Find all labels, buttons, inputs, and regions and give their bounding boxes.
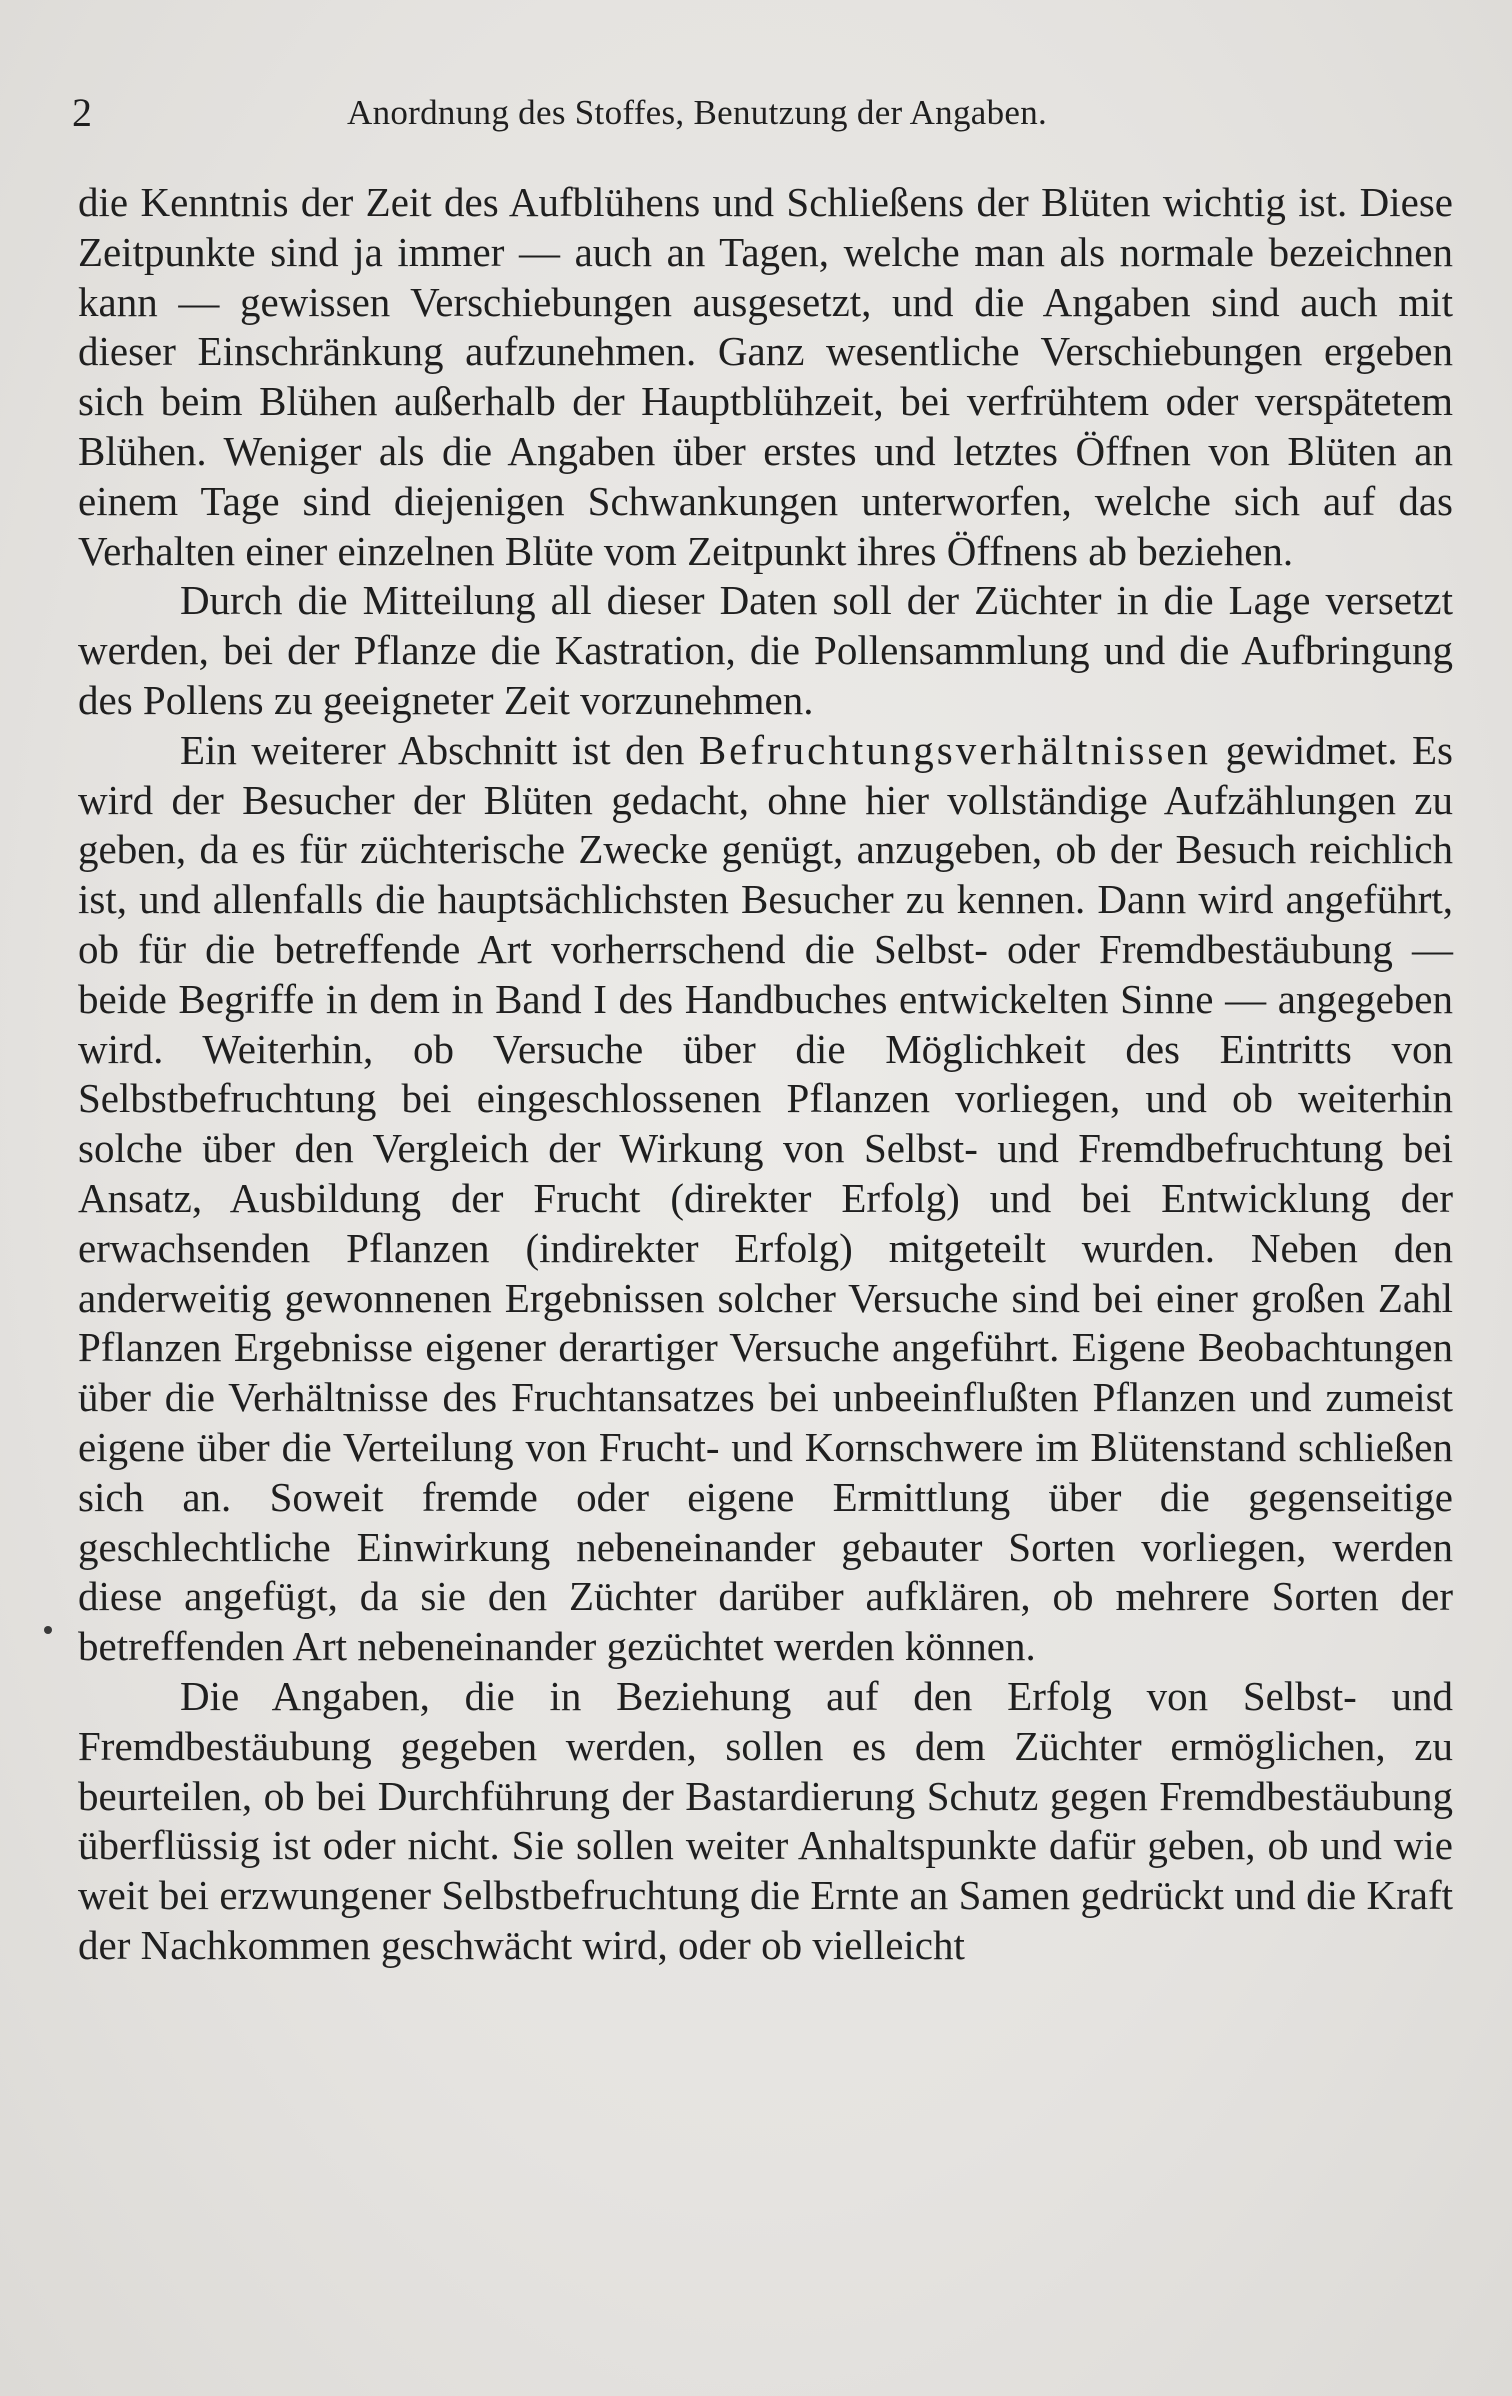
paragraph-3 bbox=[78, 726, 1453, 1672]
body-text bbox=[78, 178, 1453, 1971]
paragraph-3-rest: gewidmet. Es wird der Besucher der Blüten gedacht, ohne hier vollständige Aufzählungen zu geben, da es für züchterische Zwecke genügt, anzugeben, ob der Besuch reichlich ist, und allenfalls die hauptsächlichsten Besucher zu kennen. Dann wird angeführt, ob für die betreffende Art vorherrschend die Selbst- oder Fremdbestäubung — beide Begriffe in dem in Band I des Handbuches entwickelten Sinne — angegeben wird. Weiterhin, ob Versuche über die Möglichkeit des Eintritts von Selbstbefruchtung bei eingeschlossenen Pflanzen vorliegen, und ob weiterhin solche über den Vergleich der Wirkung von Selbst- und Fremdbefruchtung bei Ansatz, Ausbildung der Frucht (direkter Erfolg) und bei Entwicklung der erwachsenden Pflanzen (indirekter Erfolg) mitgeteilt wurden. Neben den anderweitig gewonnenen Ergebnissen solcher Versuche sind bei einer großen Zahl Pflanzen Ergebnisse eigener derartiger Versuche angeführt. Eigene Beobachtungen über die Verhältnisse des Fruchtansatzes bei unbeeinflußten Pflanzen und zumeist eigene über die Verteilung von Frucht- und Kornschwere im Blütenstand schließen sich an. Soweit fremde oder eigene Ermittlung über die gegenseitige geschlechtliche Einwirkung nebeneinander gebauter Sorten vorliegen, werden diese angefügt, da sie den Züchter darüber aufklären, ob mehrere Sorten der betreffenden Art nebeneinander gezüchtet werden können. bbox=[78, 726, 1453, 1670]
page-header bbox=[72, 88, 1452, 138]
emphasized-term: Befruchtungsverhältnissen bbox=[698, 726, 1212, 773]
paragraph-3-start: Ein weiterer Abschnitt ist den bbox=[180, 726, 685, 773]
paragraph-1: die Kenntnis der Zeit des Aufblühens und Schließens der Blüten wichtig ist. Diese Zeitpunkte sind ja immer — auch an Tagen, welche man als normale bezeichnen kann — gewissen Verschiebungen ausgesetzt, und die Angaben sind auch mit dieser Einschränkung aufzunehmen. Ganz wesentliche Verschiebungen ergeben sich beim Blühen außerhalb der Hauptblühzeit, bei verfrühtem oder verspätetem Blühen. Weniger als die Angaben über erstes und letztes Öffnen von Blüten an einem Tage sind diejenigen Schwankungen unterworfen, welche sich auf das Verhalten einer einzelnen Blüte vom Zeitpunkt ihres Öffnens ab beziehen. bbox=[78, 179, 1453, 574]
margin-dot-mark bbox=[44, 1626, 52, 1634]
paragraph-2: Durch die Mitteilung all dieser Daten soll der Züchter in die Lage versetzt werden, bei der Pflanze die Kastration, die Pollensammlung und die Aufbringung des Pollens zu geeigneter Zeit vorzunehmen. bbox=[78, 577, 1453, 723]
paragraph-4: Die Angaben, die in Beziehung auf den Erfolg von Selbst- und Fremdbestäubung gegeben werden, sollen es dem Züchter ermöglichen, zu beurteilen, ob bei Durchführung der Bastardierung Schutz gegen Fremdbestäubung überflüssig ist oder nicht. Sie sollen weiter Anhaltspunkte dafür geben, ob und wie weit bei erzwungener Selbstbefruchtung die Ernte an Samen gedrückt und die Kraft der Nachkommen geschwächt wird, oder ob vielleicht bbox=[78, 1672, 1453, 1968]
page-number: 2 bbox=[72, 90, 92, 135]
running-head: Anordnung des Stoffes, Benutzung der Angaben. bbox=[347, 93, 1048, 132]
